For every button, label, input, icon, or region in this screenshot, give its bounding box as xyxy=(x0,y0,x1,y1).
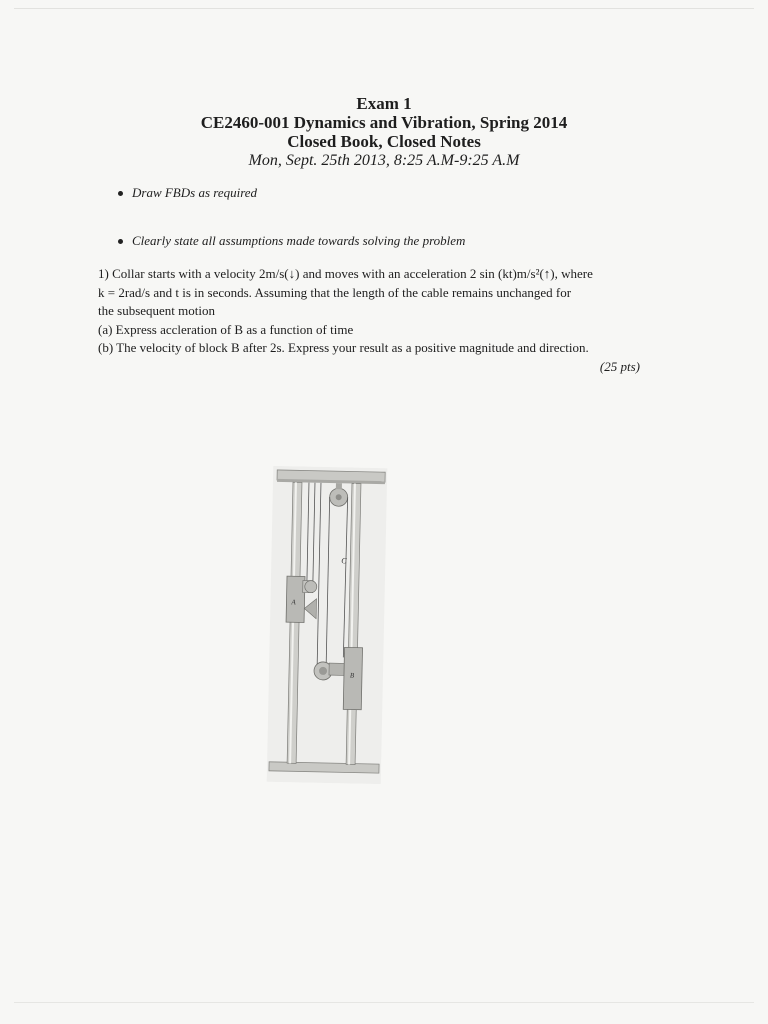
collar-a-pulley xyxy=(305,581,317,593)
instruction-text: Clearly state all assumptions made towards solving the problem xyxy=(132,233,466,248)
exam-title: Exam 1 xyxy=(356,94,412,113)
problem-statement-line: k = 2rad/s and t is in seconds. Assuming that the length of the cable remains unchanged for xyxy=(98,284,572,300)
course-title: CE2460-001 Dynamics and Vibration, Spring 2014 xyxy=(200,113,568,132)
problem-part-b: (b) The velocity of block B after 2s. Express your result as a positive magnitude and direction. xyxy=(98,340,589,355)
instruction-item xyxy=(118,233,465,249)
pulley-collar-figure xyxy=(263,466,392,784)
exam-rules: Closed Book, Closed Notes xyxy=(287,132,481,151)
bottom-beam xyxy=(269,762,379,773)
instruction-item xyxy=(118,185,257,201)
problem-1 xyxy=(98,265,696,376)
top-pulley-mount xyxy=(336,483,342,489)
exam-header xyxy=(0,94,768,170)
problem-points: (25 pts) xyxy=(599,358,640,374)
bullet-icon xyxy=(118,239,123,244)
instruction-text: Draw FBDs as required xyxy=(132,185,258,200)
problem-statement-line: 1) Collar starts with a velocity 2m/s(↓) and moves with an acceleration 2 sin (kt)m/s²(↑), where xyxy=(98,266,593,281)
scan-edge-top xyxy=(14,8,754,9)
label-b: B xyxy=(349,671,355,680)
label-a: A xyxy=(291,598,296,607)
label-c: C xyxy=(341,556,347,566)
scan-edge-bottom xyxy=(14,1002,754,1003)
lower-pulley-bracket xyxy=(329,663,345,675)
problem-statement-line: the subsequent motion xyxy=(98,303,215,318)
bullet-icon xyxy=(118,191,123,196)
exam-date: Mon, Sept. 25th 2013, 8:25 A.M-9:25 A.M xyxy=(248,152,520,169)
problem-part-a: (a) Express accleration of B as a function of time xyxy=(98,321,354,337)
